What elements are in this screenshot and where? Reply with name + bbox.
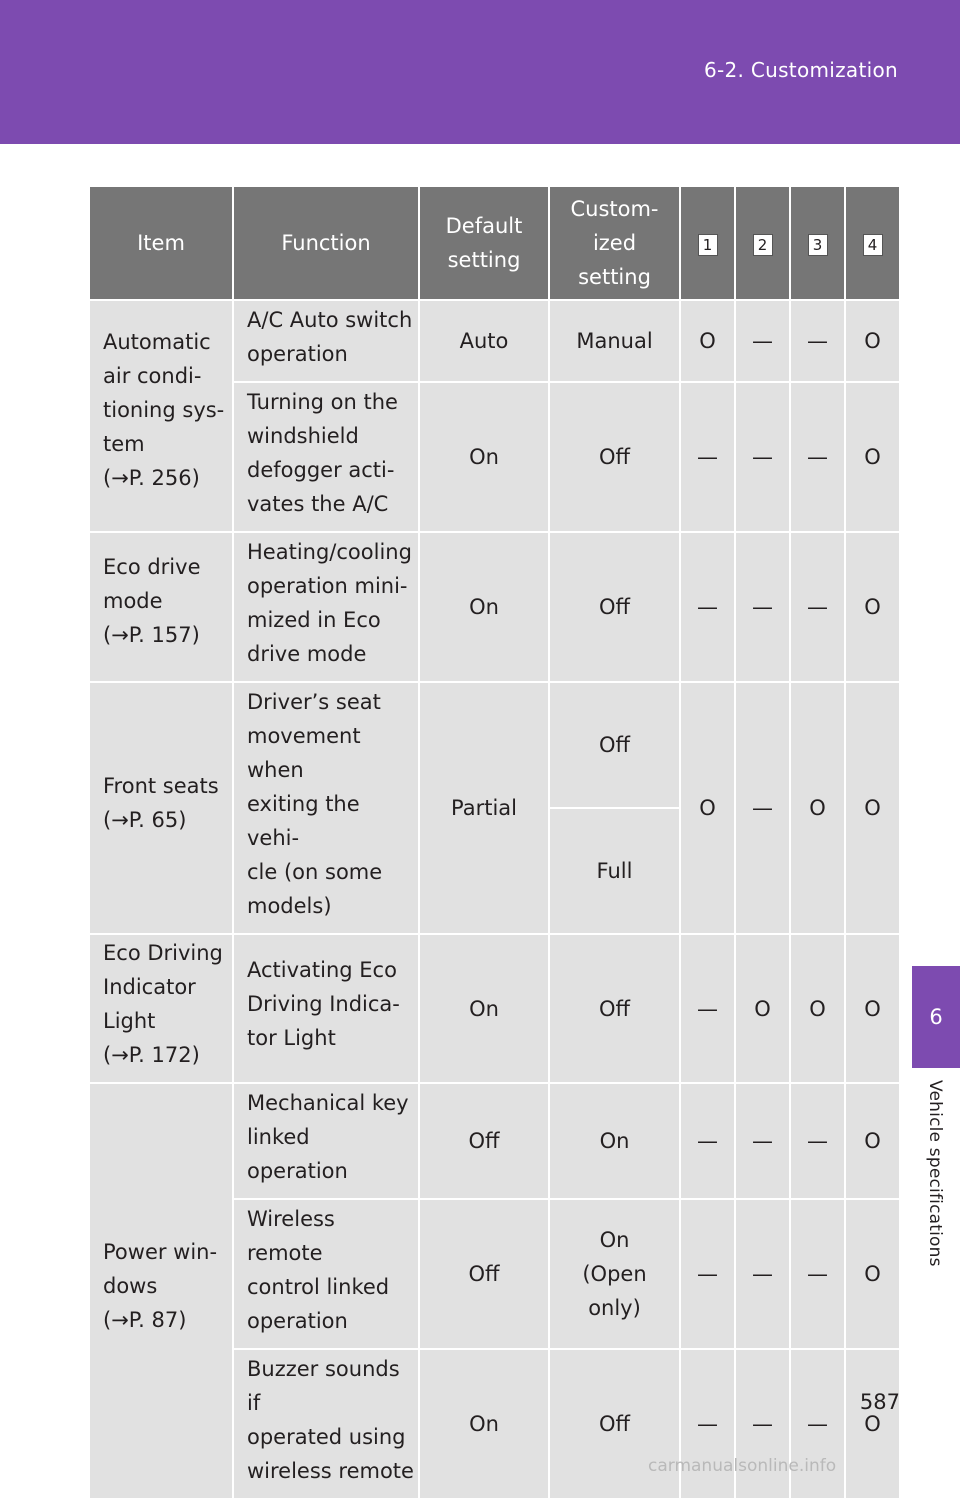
function-cell: Activating Eco Driving Indica- tor Light [233,934,419,1083]
mark-col-4: O [845,532,900,682]
mark-col-4: O [845,1083,900,1199]
default-value: Auto [419,300,549,382]
header-customized-setting: Custom- ized setting [549,186,680,300]
mark-col-2: — [735,382,790,532]
mark-col-2: — [735,1083,790,1199]
item-cell-air-conditioning: Automatic air condi- tioning sys- tem (→P. 256) [89,300,233,532]
mark-col-3: O [790,682,845,934]
mark-col-4: O [845,382,900,532]
customized-value: On [549,1083,680,1199]
default-value: Partial [419,682,549,934]
mark-col-2: O [735,934,790,1083]
col-2-badge: 2 [753,234,773,256]
mark-col-4: O [845,1199,900,1349]
header-default-setting: Default setting [419,186,549,300]
default-value: On [419,1349,549,1499]
mark-col-1: — [680,532,735,682]
mark-col-3: — [790,1199,845,1349]
function-cell: Turning on the windshield defogger acti- vates the A/C [233,382,419,532]
mark-col-3: — [790,1349,845,1499]
col-1-badge: 1 [698,234,718,256]
customized-value: Off [549,682,680,808]
mark-col-3: — [790,532,845,682]
customized-value: Full [549,808,680,934]
mark-col-1: O [680,300,735,382]
col-3-badge: 3 [808,234,828,256]
default-value: On [419,532,549,682]
mark-col-1: O [680,682,735,934]
table-row [89,532,900,682]
function-cell: Heating/cooling operation mini- mized in Eco drive mode [233,532,419,682]
header-col-4 [845,186,900,300]
mark-col-1: — [680,1349,735,1499]
customized-value: Off [549,1349,680,1499]
item-cell-eco-indicator: Eco Driving Indicator Light (→P. 172) [89,934,233,1083]
mark-col-3: — [790,300,845,382]
function-cell: Wireless remote control linked operation [233,1199,419,1349]
default-value: On [419,934,549,1083]
item-cell-power-windows: Power win- dows (→P. 87) [89,1083,233,1499]
function-cell: Driver’s seat movement when exiting the vehi- cle (on some models) [233,682,419,934]
function-cell: Mechanical key linked operation [233,1083,419,1199]
header-col-3 [790,186,845,300]
customized-value: Off [549,382,680,532]
header-col-2 [735,186,790,300]
function-cell: A/C Auto switch operation [233,300,419,382]
table-row [89,934,900,1083]
item-cell-eco-drive-mode: Eco drive mode (→P. 157) [89,532,233,682]
mark-col-2: — [735,1349,790,1499]
page-header [0,0,960,144]
mark-col-3: — [790,1083,845,1199]
mark-col-1: — [680,382,735,532]
customized-value: Off [549,934,680,1083]
header-function: Function [233,186,419,300]
mark-col-2: — [735,300,790,382]
table-row [89,682,900,808]
mark-col-3: — [790,382,845,532]
default-value: Off [419,1083,549,1199]
default-value: Off [419,1199,549,1349]
table-row [89,1083,900,1199]
customized-value: Manual [549,300,680,382]
page-number: 587 [859,1390,900,1414]
function-cell: Buzzer sounds if operated using wireless remote [233,1349,419,1499]
col-4-badge: 4 [863,234,883,256]
mark-col-2: — [735,682,790,934]
chapter-label [910,1080,960,1290]
mark-col-2: — [735,532,790,682]
mark-col-4: O [845,1349,900,1499]
mark-col-2: — [735,1199,790,1349]
mark-col-4: O [845,300,900,382]
mark-col-3: O [790,934,845,1083]
watermark: carmanualsonline.info [648,1456,837,1476]
default-value: On [419,382,549,532]
customized-value: On (Open only) [549,1199,680,1349]
section-title: 6-2. Customization [703,58,898,82]
table-row [89,300,900,382]
table-header-row [89,186,900,300]
mark-col-4: O [845,934,900,1083]
chapter-tab [912,966,960,1068]
item-cell-front-seats: Front seats (→P. 65) [89,682,233,934]
header-col-1 [680,186,735,300]
chapter-title: Vehicle specifications [925,1080,945,1267]
mark-col-1: — [680,934,735,1083]
mark-col-1: — [680,1083,735,1199]
mark-col-4: O [845,682,900,934]
customization-table [88,185,901,1500]
header-item: Item [89,186,233,300]
customized-value: Off [549,532,680,682]
chapter-number: 6 [929,1005,943,1029]
mark-col-1: — [680,1199,735,1349]
